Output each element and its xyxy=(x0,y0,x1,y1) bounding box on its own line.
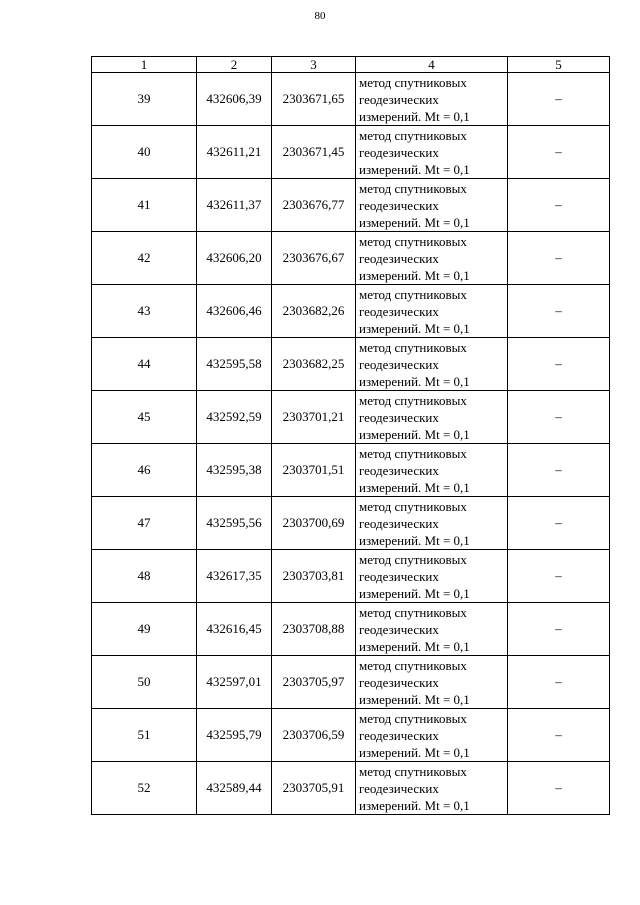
table-row xyxy=(92,497,610,550)
table-row xyxy=(92,179,610,232)
point-number-cell: 45 xyxy=(92,391,197,444)
header-col-5: 5 xyxy=(508,57,610,73)
y-coordinate-cell: 2303676,67 xyxy=(272,232,356,285)
x-coordinate-cell: 432606,20 xyxy=(197,232,272,285)
method-cell: метод спутниковых геодезических измерений. Mt = 0,1 xyxy=(356,73,508,126)
point-number-cell: 46 xyxy=(92,444,197,497)
x-coordinate-cell: 432592,59 xyxy=(197,391,272,444)
table-header-row xyxy=(92,57,610,73)
point-number-cell: 51 xyxy=(92,709,197,762)
x-coordinate-cell: 432617,35 xyxy=(197,550,272,603)
point-number-cell: 40 xyxy=(92,126,197,179)
y-coordinate-cell: 2303671,65 xyxy=(272,73,356,126)
table-row xyxy=(92,338,610,391)
y-coordinate-cell: 2303682,26 xyxy=(272,285,356,338)
point-number-cell: 52 xyxy=(92,762,197,815)
note-cell: – xyxy=(508,232,610,285)
point-number-cell: 41 xyxy=(92,179,197,232)
y-coordinate-cell: 2303701,21 xyxy=(272,391,356,444)
note-cell: – xyxy=(508,285,610,338)
x-coordinate-cell: 432616,45 xyxy=(197,603,272,656)
header-col-2: 2 xyxy=(197,57,272,73)
y-coordinate-cell: 2303676,77 xyxy=(272,179,356,232)
note-cell: – xyxy=(508,126,610,179)
table-row xyxy=(92,656,610,709)
method-cell: метод спутниковых геодезических измерений. Mt = 0,1 xyxy=(356,338,508,391)
table-row xyxy=(92,126,610,179)
method-cell: метод спутниковых геодезических измерений. Mt = 0,1 xyxy=(356,444,508,497)
method-cell: метод спутниковых геодезических измерений. Mt = 0,1 xyxy=(356,232,508,285)
x-coordinate-cell: 432595,38 xyxy=(197,444,272,497)
x-coordinate-cell: 432595,79 xyxy=(197,709,272,762)
table-row xyxy=(92,391,610,444)
y-coordinate-cell: 2303703,81 xyxy=(272,550,356,603)
y-coordinate-cell: 2303700,69 xyxy=(272,497,356,550)
table-row xyxy=(92,762,610,815)
method-cell: метод спутниковых геодезических измерений. Mt = 0,1 xyxy=(356,709,508,762)
note-cell: – xyxy=(508,444,610,497)
coordinates-table xyxy=(91,56,610,815)
point-number-cell: 50 xyxy=(92,656,197,709)
note-cell: – xyxy=(508,550,610,603)
note-cell: – xyxy=(508,709,610,762)
y-coordinate-cell: 2303682,25 xyxy=(272,338,356,391)
point-number-cell: 47 xyxy=(92,497,197,550)
point-number-cell: 42 xyxy=(92,232,197,285)
x-coordinate-cell: 432611,37 xyxy=(197,179,272,232)
page-number: 80 xyxy=(314,10,326,22)
x-coordinate-cell: 432595,58 xyxy=(197,338,272,391)
x-coordinate-cell: 432595,56 xyxy=(197,497,272,550)
x-coordinate-cell: 432597,01 xyxy=(197,656,272,709)
note-cell: – xyxy=(508,762,610,815)
x-coordinate-cell: 432589,44 xyxy=(197,762,272,815)
point-number-cell: 48 xyxy=(92,550,197,603)
table-row xyxy=(92,603,610,656)
table-row xyxy=(92,73,610,126)
x-coordinate-cell: 432606,39 xyxy=(197,73,272,126)
table-row xyxy=(92,709,610,762)
y-coordinate-cell: 2303705,91 xyxy=(272,762,356,815)
point-number-cell: 49 xyxy=(92,603,197,656)
point-number-cell: 44 xyxy=(92,338,197,391)
method-cell: метод спутниковых геодезических измерений. Mt = 0,1 xyxy=(356,497,508,550)
note-cell: – xyxy=(508,338,610,391)
method-cell: метод спутниковых геодезических измерений. Mt = 0,1 xyxy=(356,126,508,179)
method-cell: метод спутниковых геодезических измерений. Mt = 0,1 xyxy=(356,656,508,709)
table-body xyxy=(92,73,610,815)
table-row xyxy=(92,232,610,285)
note-cell: – xyxy=(508,73,610,126)
table-row xyxy=(92,285,610,338)
header-col-3: 3 xyxy=(272,57,356,73)
y-coordinate-cell: 2303708,88 xyxy=(272,603,356,656)
y-coordinate-cell: 2303705,97 xyxy=(272,656,356,709)
note-cell: – xyxy=(508,603,610,656)
y-coordinate-cell: 2303706,59 xyxy=(272,709,356,762)
y-coordinate-cell: 2303671,45 xyxy=(272,126,356,179)
note-cell: – xyxy=(508,391,610,444)
method-cell: метод спутниковых геодезических измерений. Mt = 0,1 xyxy=(356,179,508,232)
method-cell: метод спутниковых геодезических измерений. Mt = 0,1 xyxy=(356,550,508,603)
table-row xyxy=(92,444,610,497)
note-cell: – xyxy=(508,179,610,232)
y-coordinate-cell: 2303701,51 xyxy=(272,444,356,497)
note-cell: – xyxy=(508,656,610,709)
table-row xyxy=(92,550,610,603)
method-cell: метод спутниковых геодезических измерений. Mt = 0,1 xyxy=(356,762,508,815)
x-coordinate-cell: 432611,21 xyxy=(197,126,272,179)
header-col-1: 1 xyxy=(92,57,197,73)
method-cell: метод спутниковых геодезических измерений. Mt = 0,1 xyxy=(356,391,508,444)
point-number-cell: 39 xyxy=(92,73,197,126)
x-coordinate-cell: 432606,46 xyxy=(197,285,272,338)
header-col-4: 4 xyxy=(356,57,508,73)
point-number-cell: 43 xyxy=(92,285,197,338)
note-cell: – xyxy=(508,497,610,550)
method-cell: метод спутниковых геодезических измерений. Mt = 0,1 xyxy=(356,285,508,338)
method-cell: метод спутниковых геодезических измерений. Mt = 0,1 xyxy=(356,603,508,656)
